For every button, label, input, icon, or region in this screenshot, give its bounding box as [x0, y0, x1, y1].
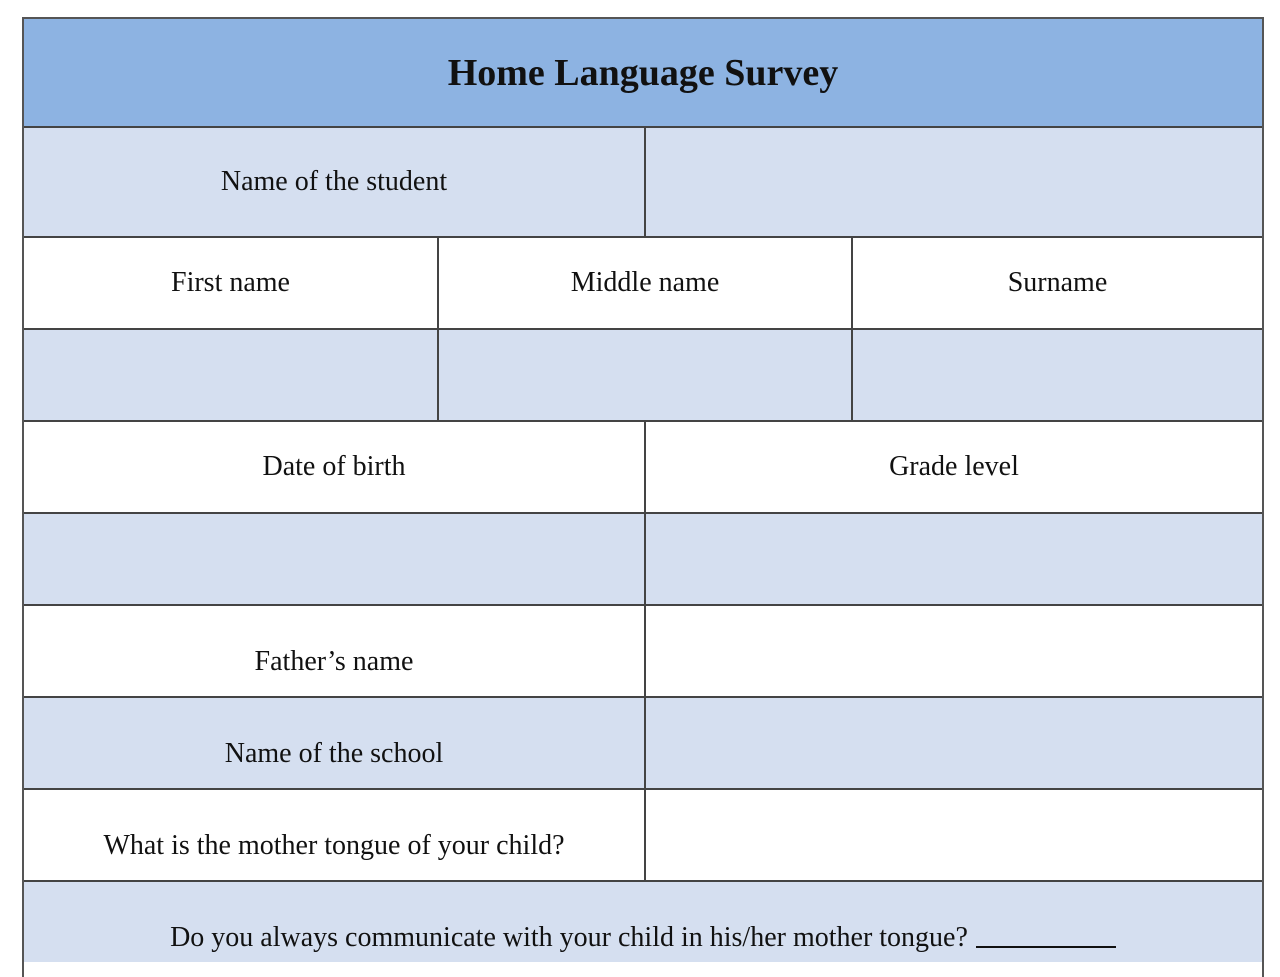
father-name-label: Father’s name: [254, 646, 414, 677]
communicate-answer-blank[interactable]: [976, 922, 1116, 948]
communicate-question-row: [24, 882, 1262, 962]
first-name-label: First name: [171, 267, 290, 298]
communicate-question-label: Do you always communicate with your child in his/her mother tongue?: [170, 922, 968, 953]
mother-tongue-label: What is the mother tongue of your child?: [103, 830, 565, 861]
home-language-survey-form: [22, 17, 1264, 977]
father-name-row: [24, 606, 1262, 698]
name-parts-input-row: [24, 330, 1262, 422]
dob-grade-header-row: [24, 422, 1262, 514]
father-name-field[interactable]: [644, 606, 1262, 696]
school-name-row: [24, 698, 1262, 790]
mother-tongue-row: [24, 790, 1262, 882]
dob-grade-input-row: [24, 514, 1262, 606]
first-name-field[interactable]: [24, 330, 437, 420]
middle-name-label: Middle name: [437, 238, 851, 328]
surname-field[interactable]: [851, 330, 1262, 420]
form-title: Home Language Survey: [24, 19, 1262, 128]
school-name-field[interactable]: [644, 698, 1262, 788]
surname-label: Surname: [851, 238, 1262, 328]
student-name-label: Name of the student: [220, 166, 448, 197]
mother-tongue-field[interactable]: [644, 790, 1262, 880]
grade-level-field[interactable]: [644, 514, 1262, 604]
date-of-birth-field[interactable]: [24, 514, 644, 604]
middle-name-field[interactable]: [437, 330, 851, 420]
student-name-row: [24, 128, 1262, 238]
grade-level-label: Grade level: [644, 422, 1262, 512]
student-name-field[interactable]: [644, 128, 1262, 236]
name-parts-header-row: [24, 238, 1262, 330]
date-of-birth-label: Date of birth: [262, 451, 406, 482]
school-name-label: Name of the school: [224, 738, 444, 769]
